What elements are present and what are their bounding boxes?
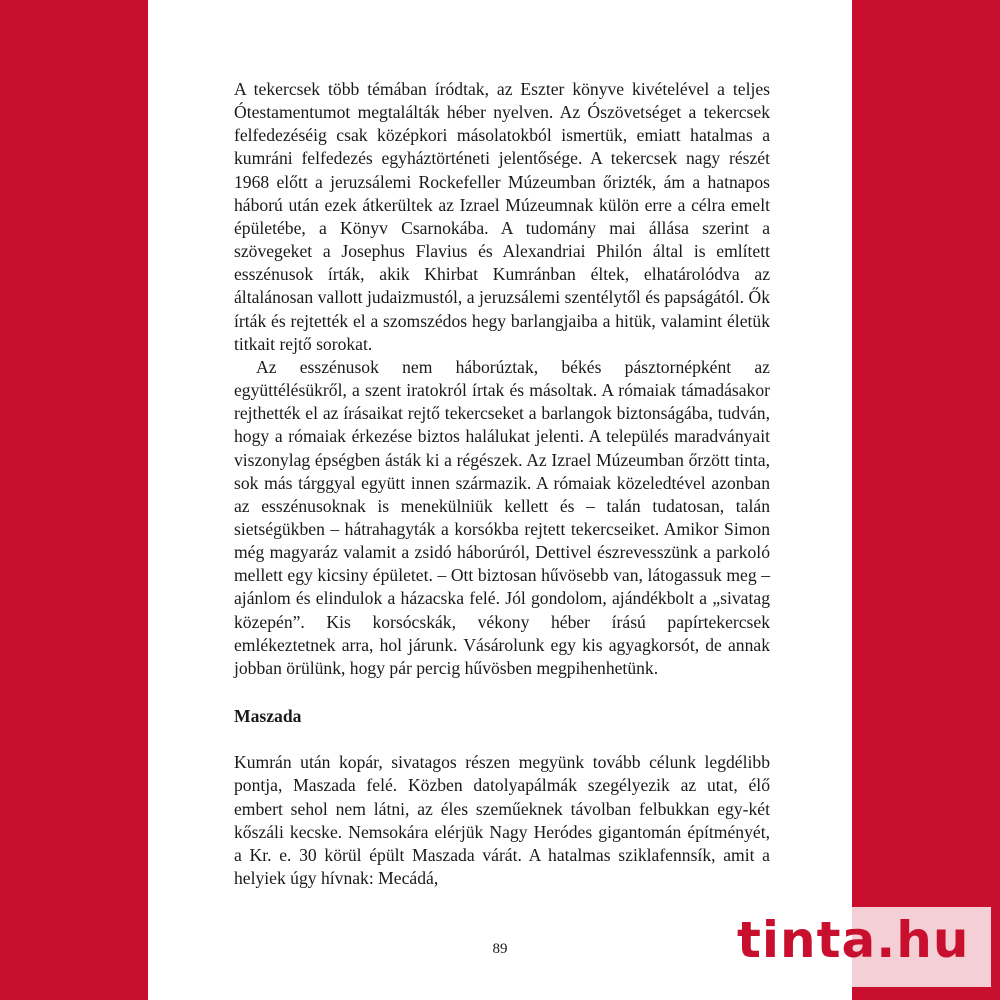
book-page — [148, 0, 852, 1000]
paragraph-essenes: Az esszénusok nem háborúztak, békés pásztornépként az együttélésükről, a szent iratokról írtak és másoltak. A rómaiak támadásakor rejthették el az írásaikat rejtő tekercseket a barlangok biztonságába, tudván, hogy a rómaiak érkezése biztos halálukat jelenti. A település maradványait viszonylag épségben ásták ki a régészek. Az Izrael Múzeumban őrzött tinta, sok más tárggyal együtt innen származik. A rómaiak közeledtével azonban az esszénusoknak is menekülniük kellett és – talán tudatosan, talán sietségükben – hátrahagyták a korsókba rejtett tekercseiket. Amikor Simon még magyaráz valamit a zsidó háborúról, Dettivel észrevesszünk a parkoló mellett egy kicsiny épületet. – Ott biztosan hűvösebb van, látogassuk meg – ajánlom és elindulok a házacska felé. Jól gondolom, ajándékbolt a „sivatag közepén”. Kis korsócskák, vékony héber írású papírtekercsek emlékeztetnek arra, hol járunk. Vásárolunk egy kis agyagkorsót, de annak jobban örülünk, hogy pár percig hűvösben megpihenhetünk. — [234, 356, 770, 678]
section-heading: Maszada — [234, 706, 302, 727]
watermark-text: tinta.hu — [737, 911, 970, 969]
paragraph-scrolls: A tekercsek több témában íródtak, az Eszter könyve kivételével a teljes Ótestamentumot megtalálták héber nyelven. Az Ószövetséget a tekercsek felfedezéséig csak középkori másolatokból ismertük, emiatt hatalmas a kumráni felfedezés egyháztörténeti jelentősége. A tekercsek nagy részét 1968 előtt a jeruzsálemi Rockefeller Múzeumban őrizték, ám a hatnapos háború után ezek átkerültek az Izrael Múzeumnak külön erre a célra emelt épületébe, a Könyv Csarnokába. A tudomány mai állása szerint a szövegeket a Josephus Flavius és Alexandriai Philón által is említett esszénusok írták, akik Khirbat Kumránban éltek, elhatárolódva az általánosan vallott judaizmustól, a jeruzsálemi szentélytől és papságától. Ők írták és rejtették el a szomszédos hegy barlangjaiba a hitük, valamint életük titkait rejtő sorokat. — [234, 79, 770, 354]
page-text — [234, 78, 770, 890]
paragraph-masada: Kumrán után kopár, sivatagos részen megyünk tovább célunk legdélibb pontja, Maszada felé. Közben datolyapálmák szegélyezik az utat, élő embert sehol nem látni, az éles szeműeknek távolban felbukkan egy-két kőszáli kecske. Nemsokára elérjük Nagy Heródes gigantomán építményét, a Kr. e. 30 körül épült Maszada várát. A hatalmas sziklafennsík, amit a helyiek úgy hívnak: Mecádá, — [234, 752, 770, 888]
watermark-logo — [729, 907, 991, 987]
page-number: 89 — [492, 941, 508, 957]
